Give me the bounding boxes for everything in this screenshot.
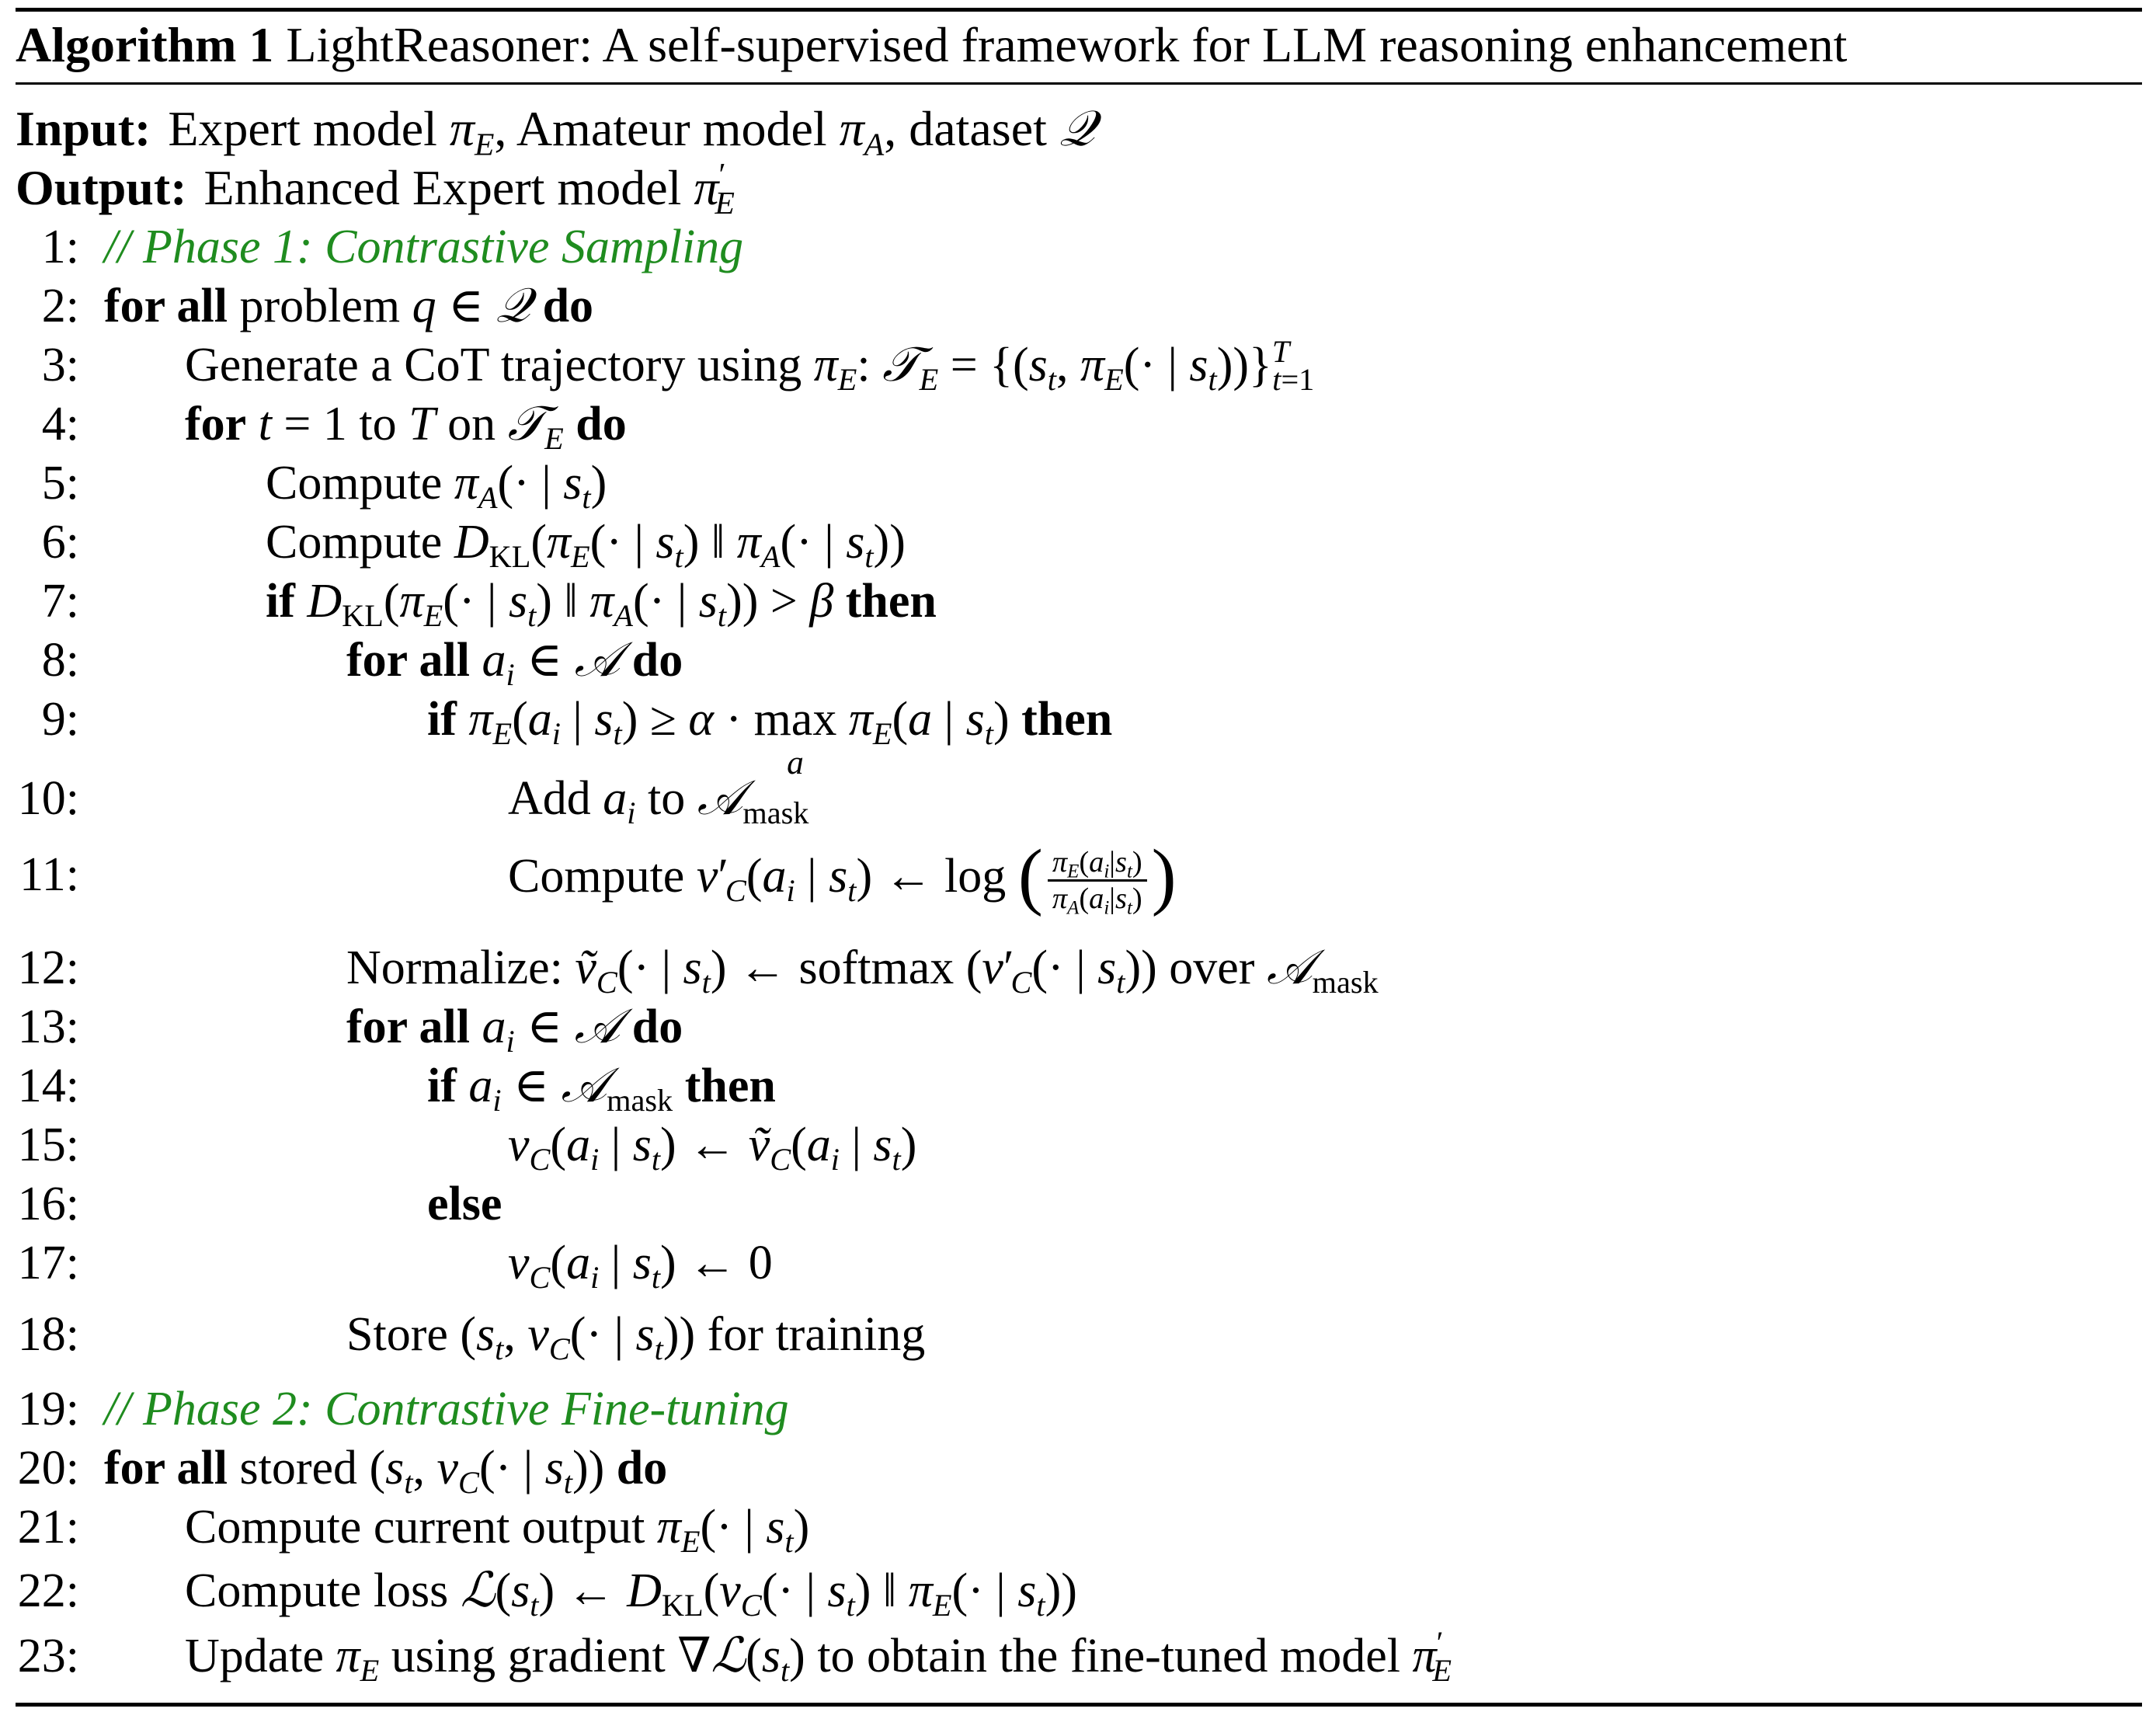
line-content: $v_C(a_i$ | $s_t$) ← $ṽ_C(a_i$ | $s_t$) (508, 1119, 917, 1178)
line-number: 2: (41, 280, 79, 332)
line-number: 15: (17, 1119, 79, 1171)
line-content: Compute $D_{KL}(\pi_E(\cdot$ | $s_t$) ‖ $\pi_A(\cdot$ | $s_t$)) (266, 516, 906, 575)
algo-line-11 (0, 833, 2156, 919)
algo-line-12 (0, 938, 2156, 1000)
bottom-rule (16, 1703, 2142, 1707)
input-line: Input: Expert model $\pi_E$, Amateur model $\pi_A$, dataset 𝒬 (16, 101, 1095, 162)
algo-line-3 (0, 333, 2156, 398)
algo-line-23 (0, 1624, 2156, 1689)
line-number: 20: (17, 1442, 79, 1495)
algo-line-2 (0, 277, 2156, 336)
line-content: Compute $\pi_A(\cdot$ | $s_t$) (266, 457, 607, 516)
line-number: 18: (17, 1308, 79, 1361)
algo-line-13 (0, 997, 2156, 1060)
line-number: 17: (17, 1237, 79, 1289)
line-content: if $D_{KL}(\pi_E(\cdot$ | $s_t$) ‖ $\pi_A(\cdot$ | $s_t)) > \beta$ then (266, 575, 937, 634)
line-content: Store ($s_t$, $v_C(\cdot$ | $s_t$)) for training (346, 1308, 926, 1367)
line-content: Normalize: ṽ$_C$(· | $s_t$) ← softmax ($v'_C(\cdot$ | $s_t$)) over 𝒜$_{mask}$ (346, 941, 1379, 1000)
line-content: Update $\pi_E$ using gradient $\nabla ℒ(s_t)$ to obtain the fine-tuned model $\pi'_E$ (185, 1624, 1452, 1689)
line-content: Compute $v'_C(a_i$ | $s_t$) ← log ( $\frac{\pi_E(a_i|s_t)}{\pi_A(a_i|s_t)}$ ) (508, 833, 1177, 919)
algo-line-9 (0, 690, 2156, 781)
line-content: for all problem q ∈ 𝒬 do (104, 280, 594, 332)
line-content: for all $a_i$ ∈ 𝒜 do (346, 634, 683, 693)
algo-line-21 (0, 1498, 2156, 1560)
line-content: for all $a_i$ ∈ 𝒜 do (346, 1000, 683, 1060)
algo-line-18 (0, 1305, 2156, 1367)
line-content: Compute loss $ℒ(s_t)$ ← $D_{KL}(v_C(\cdot$ | $s_t$) ‖ $\pi_E(\cdot$ | $s_t$)) (185, 1564, 1077, 1623)
algo-line-16 (0, 1174, 2156, 1234)
algo-line-1 (0, 217, 2156, 277)
line-number: 14: (17, 1060, 79, 1112)
algo-line-20 (0, 1439, 2156, 1501)
line-number: 9: (41, 693, 79, 746)
line-content: else (427, 1178, 502, 1230)
line-number: 21: (17, 1501, 79, 1554)
line-number: 10: (17, 772, 79, 825)
line-number: 22: (17, 1564, 79, 1617)
algo-line-14 (0, 1056, 2156, 1119)
line-number: 19: (17, 1383, 79, 1435)
line-number: 13: (17, 1000, 79, 1053)
algo-line-5 (0, 454, 2156, 516)
line-number: 5: (41, 457, 79, 510)
line-content: if $a_i$ ∈ 𝒜$_{mask}$ then (427, 1060, 776, 1119)
caption-rule (16, 82, 2142, 85)
line-content: Add $a_i$ to 𝒜$_{mask}$ (508, 772, 809, 831)
algo-line-7 (0, 572, 2156, 634)
line-content: if $\pi_E(a_i$ | $s_t) \ge \alpha \cdot \max$ a $\pi_E(a$ | $s_t$) then (427, 693, 1113, 781)
line-number: 4: (41, 398, 79, 451)
input-label: Input: (16, 101, 151, 156)
line-content: Compute current output $\pi_E(\cdot$ | $s_t$) (185, 1501, 810, 1560)
line-number: 16: (17, 1178, 79, 1230)
algo-line-22 (0, 1561, 2156, 1623)
line-content: for all stored ($s_t$, $v_C(\cdot$ | $s_t$)) do (104, 1442, 668, 1501)
line-number: 12: (17, 941, 79, 994)
line-number: 3: (41, 339, 79, 391)
algo-line-19 (0, 1380, 2156, 1439)
algo-line-4 (0, 395, 2156, 457)
line-content: $v_C(a_i$ | $s_t$) ← 0 (508, 1237, 773, 1296)
line-number: 6: (41, 516, 79, 569)
algo-line-6 (0, 513, 2156, 575)
phase-1-comment: // Phase 1: Contrastive Sampling (104, 221, 744, 273)
line-number: 11: (19, 848, 79, 901)
line-number: 7: (41, 575, 79, 628)
output-line: Output: Enhanced Expert model $\pi'_E$ (16, 156, 735, 221)
line-content: for t = 1 to T on 𝒯$_E$ do (185, 398, 627, 457)
algorithm-caption (16, 16, 1847, 75)
line-number: 23: (17, 1630, 79, 1682)
algo-line-10 (0, 769, 2156, 831)
algo-line-17 (0, 1234, 2156, 1296)
phase-2-comment: // Phase 2: Contrastive Fine-tuning (104, 1383, 789, 1435)
algo-line-15 (0, 1115, 2156, 1178)
line-content: Generate a CoT trajectory using $\pi_E$: 𝒯$_E$ = {($s_t$, $\pi_E(\cdot$ | $s_t))\}^T_{t=1}$ (185, 333, 1315, 398)
line-number: 1: (41, 221, 79, 273)
algorithm-title: LightReasoner: A self-supervised framework for LLM reasoning enhancement (286, 17, 1848, 72)
line-number: 8: (41, 634, 79, 687)
top-rule (16, 8, 2142, 12)
output-label: Output: (16, 160, 187, 215)
algo-line-8 (0, 631, 2156, 693)
algorithm-label: Algorithm 1 (16, 17, 274, 72)
